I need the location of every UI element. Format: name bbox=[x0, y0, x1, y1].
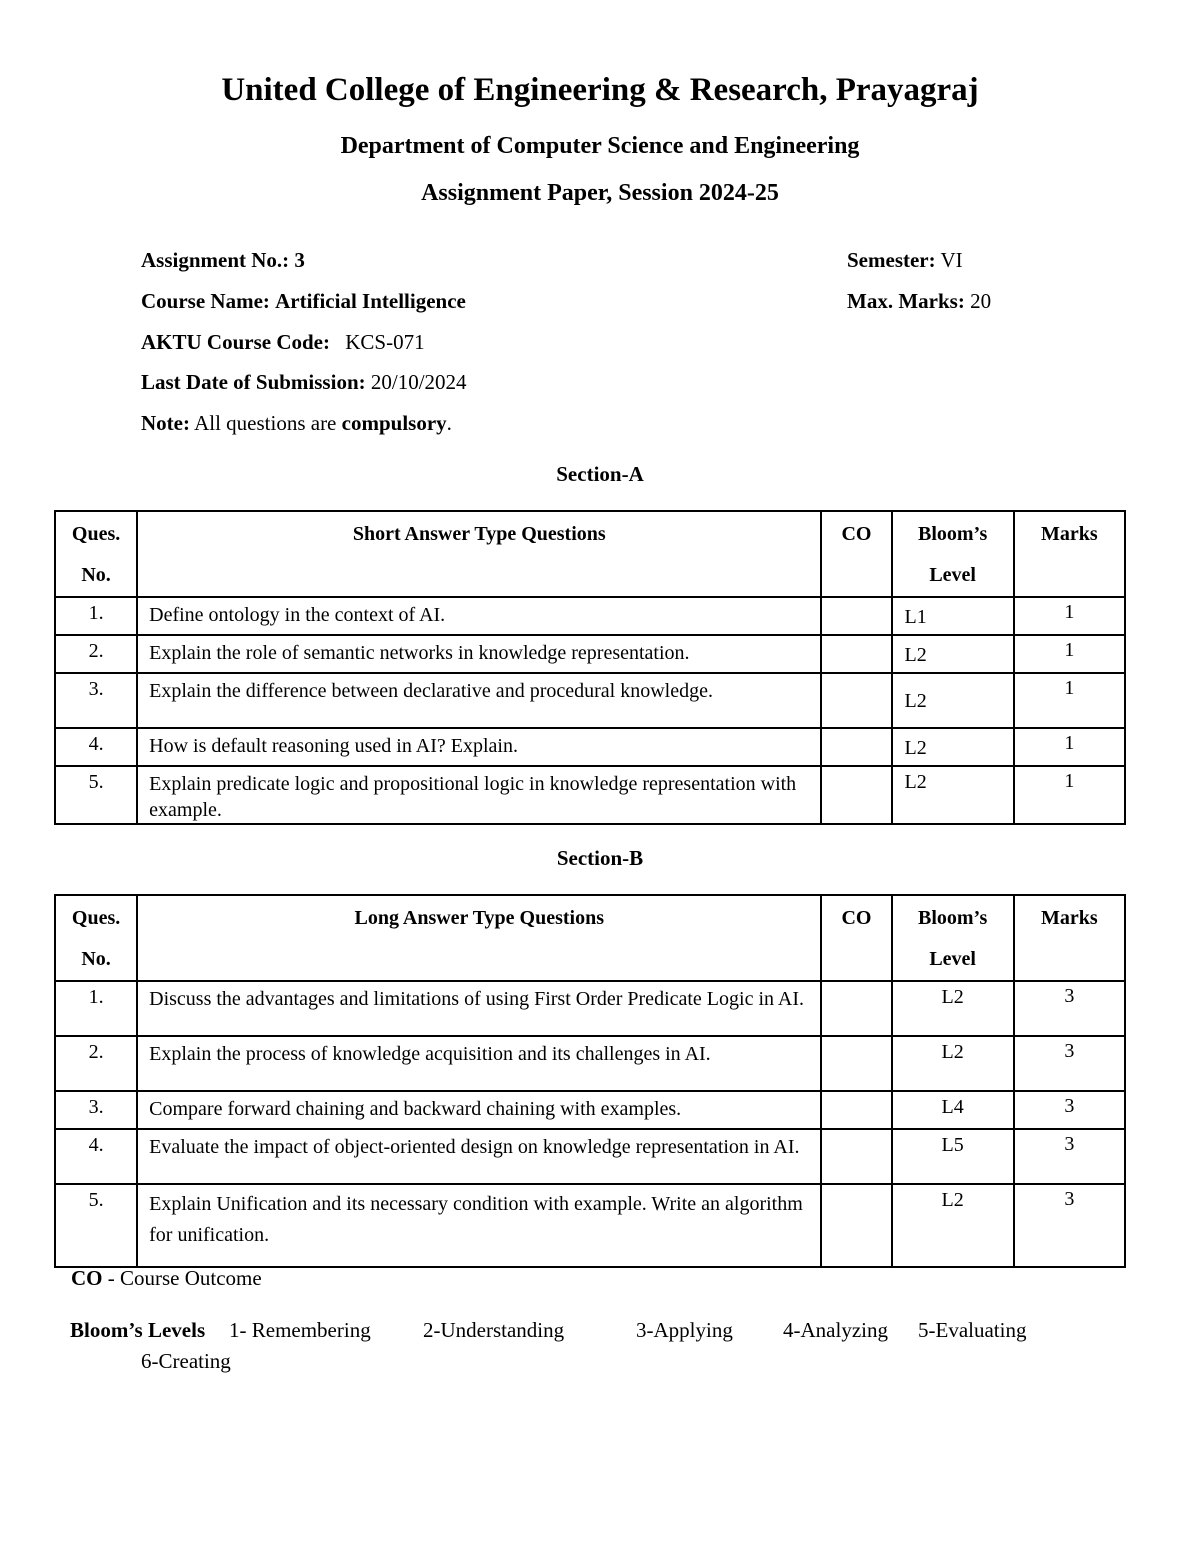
max-marks bbox=[847, 289, 991, 314]
bloom-level: L2 bbox=[892, 766, 1014, 824]
bloom-level: L2 bbox=[892, 1036, 1014, 1091]
table-row bbox=[55, 766, 1125, 824]
table-row bbox=[55, 728, 1125, 766]
ques-no-header bbox=[55, 511, 137, 597]
ques-no-header-line2: No. bbox=[81, 564, 111, 586]
department-title: Department of Computer Science and Engineering bbox=[340, 133, 860, 159]
ques-no: 5. bbox=[55, 766, 137, 824]
ques-no-header-line2: No. bbox=[81, 948, 111, 970]
session-title: Assignment Paper, Session 2024-25 bbox=[421, 180, 779, 206]
semester-label: Semester: bbox=[847, 248, 936, 272]
bloom-level: L1 bbox=[892, 597, 1014, 635]
question-header: Long Answer Type Questions bbox=[137, 895, 821, 981]
semester bbox=[847, 248, 963, 273]
ques-no-header-line1: Ques. bbox=[71, 907, 121, 929]
marks: 1 bbox=[1014, 673, 1125, 728]
question-text: Explain the process of knowledge acquisition and its challenges in AI. bbox=[137, 1036, 821, 1091]
ques-no: 5. bbox=[55, 1184, 137, 1267]
marks: 3 bbox=[1014, 1091, 1125, 1129]
marks: 3 bbox=[1014, 1036, 1125, 1091]
co-cell bbox=[821, 673, 891, 728]
bloom-level-header bbox=[892, 511, 1014, 597]
table-row bbox=[55, 635, 1125, 673]
ques-no: 2. bbox=[55, 635, 137, 673]
table-row bbox=[55, 1091, 1125, 1129]
bloom-legend bbox=[70, 1318, 205, 1343]
bloom-level-4: 4-Analyzing bbox=[783, 1318, 888, 1342]
last-date-value: 20/10/2024 bbox=[370, 370, 467, 394]
bloom-level-header-line1: Bloom’s bbox=[918, 907, 988, 929]
institution-title: United College of Engineering & Research, Prayagraj bbox=[221, 72, 979, 108]
bloom-level-1: 1- Remembering bbox=[229, 1318, 371, 1342]
co-cell bbox=[821, 1036, 891, 1091]
last-date-label: Last Date of Submission: bbox=[141, 370, 366, 394]
ques-no: 1. bbox=[55, 981, 137, 1036]
marks: 1 bbox=[1014, 728, 1125, 766]
question-text: Compare forward chaining and backward chaining with examples. bbox=[137, 1091, 821, 1129]
bloom-level-header-line2: Level bbox=[929, 564, 976, 586]
question-text: Evaluate the impact of object-oriented design on knowledge representation in AI. bbox=[137, 1129, 821, 1184]
course-code-value: KCS-071 bbox=[345, 330, 425, 354]
co-cell bbox=[821, 1091, 891, 1129]
ques-no: 4. bbox=[55, 728, 137, 766]
course-code bbox=[141, 330, 425, 355]
co-cell bbox=[821, 1129, 891, 1184]
question-text: Explain the difference between declarative and procedural knowledge. bbox=[137, 673, 821, 728]
question-text: How is default reasoning used in AI? Explain. bbox=[137, 728, 821, 766]
bloom-level-2: 2-Understanding bbox=[423, 1318, 565, 1342]
question-text: Explain predicate logic and propositional logic in knowledge representation with example. bbox=[137, 766, 821, 824]
co-cell bbox=[821, 728, 891, 766]
note-label: Note: bbox=[141, 411, 190, 435]
ques-no-header-line1: Ques. bbox=[71, 523, 121, 545]
table-row bbox=[55, 1129, 1125, 1184]
semester-value: VI bbox=[940, 248, 963, 272]
co-legend-label: CO bbox=[71, 1266, 103, 1290]
ques-no-header bbox=[55, 895, 137, 981]
bloom-level: L4 bbox=[892, 1091, 1014, 1129]
co-cell bbox=[821, 597, 891, 635]
ques-no: 4. bbox=[55, 1129, 137, 1184]
marks-header: Marks bbox=[1014, 511, 1125, 597]
marks: 3 bbox=[1014, 981, 1125, 1036]
marks-header: Marks bbox=[1014, 895, 1125, 981]
section-a-title: Section-A bbox=[556, 462, 644, 486]
co-header: CO bbox=[821, 895, 891, 981]
marks: 1 bbox=[1014, 635, 1125, 673]
ques-no: 1. bbox=[55, 597, 137, 635]
ques-no: 3. bbox=[55, 1091, 137, 1129]
last-date bbox=[141, 370, 467, 395]
bloom-level: L2 bbox=[892, 728, 1014, 766]
course-name bbox=[141, 289, 466, 314]
marks: 3 bbox=[1014, 1184, 1125, 1267]
co-cell bbox=[821, 1184, 891, 1267]
bloom-level: L5 bbox=[892, 1129, 1014, 1184]
question-text: Explain Unification and its necessary condition with example. Write an algorithm for unification. bbox=[137, 1184, 821, 1267]
question-text: Define ontology in the context of AI. bbox=[137, 597, 821, 635]
max-marks-label: Max. Marks: bbox=[847, 289, 965, 313]
note-end: . bbox=[446, 411, 452, 435]
bloom-level-6: 6-Creating bbox=[141, 1349, 231, 1373]
co-legend-text: - Course Outcome bbox=[107, 1266, 262, 1290]
section-a-table bbox=[54, 510, 1126, 825]
table-row bbox=[55, 981, 1125, 1036]
co-legend bbox=[71, 1266, 262, 1291]
note-text: All questions are bbox=[194, 411, 337, 435]
note-emphasis: compulsory bbox=[341, 411, 447, 435]
section-a-header-row bbox=[55, 511, 1125, 597]
course-code-label: AKTU Course Code: bbox=[141, 330, 330, 354]
bloom-level: L2 bbox=[892, 673, 1014, 728]
question-text: Discuss the advantages and limitations of using First Order Predicate Logic in AI. bbox=[137, 981, 821, 1036]
question-text: Explain the role of semantic networks in knowledge representation. bbox=[137, 635, 821, 673]
bloom-level: L2 bbox=[892, 635, 1014, 673]
bloom-level-header-line2: Level bbox=[929, 948, 976, 970]
bloom-level-header-line1: Bloom’s bbox=[918, 523, 988, 545]
course-name-value: Artificial Intelligence bbox=[275, 289, 466, 313]
note bbox=[141, 411, 452, 436]
co-cell bbox=[821, 981, 891, 1036]
bloom-level-5: 5-Evaluating bbox=[918, 1318, 1027, 1342]
marks: 1 bbox=[1014, 766, 1125, 824]
table-row bbox=[55, 673, 1125, 728]
section-b-header-row bbox=[55, 895, 1125, 981]
assignment-number-label: Assignment No.: bbox=[141, 248, 290, 272]
section-b-title: Section-B bbox=[556, 846, 644, 870]
assignment-number bbox=[141, 248, 305, 273]
bloom-level-3: 3-Applying bbox=[636, 1318, 733, 1342]
bloom-level: L2 bbox=[892, 981, 1014, 1036]
bloom-level-header bbox=[892, 895, 1014, 981]
bloom-level: L2 bbox=[892, 1184, 1014, 1267]
section-b-table bbox=[54, 894, 1126, 1268]
max-marks-value: 20 bbox=[970, 289, 992, 313]
co-cell bbox=[821, 766, 891, 824]
marks: 1 bbox=[1014, 597, 1125, 635]
co-header: CO bbox=[821, 511, 891, 597]
marks: 3 bbox=[1014, 1129, 1125, 1184]
table-row bbox=[55, 1184, 1125, 1267]
ques-no: 3. bbox=[55, 673, 137, 728]
course-name-label: Course Name: bbox=[141, 289, 270, 313]
table-row bbox=[55, 1036, 1125, 1091]
assignment-number-value: 3 bbox=[294, 248, 305, 272]
co-cell bbox=[821, 635, 891, 673]
table-row bbox=[55, 597, 1125, 635]
ques-no: 2. bbox=[55, 1036, 137, 1091]
question-header: Short Answer Type Questions bbox=[137, 511, 821, 597]
bloom-legend-label: Bloom’s Levels bbox=[70, 1318, 206, 1342]
